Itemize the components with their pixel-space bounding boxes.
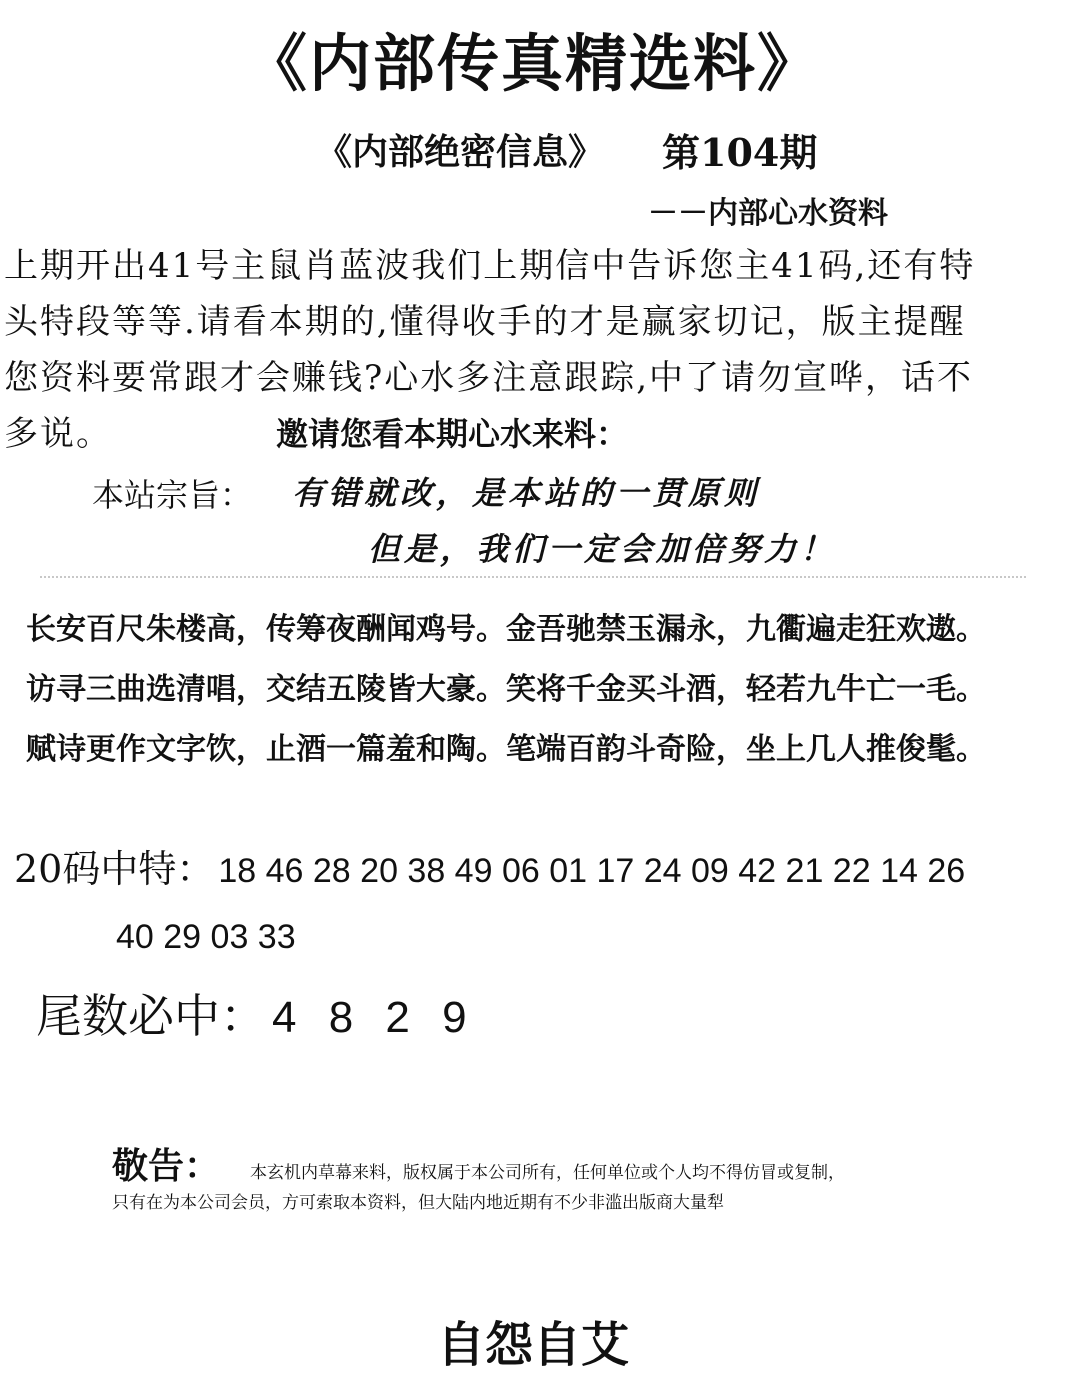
poem-line: 赋诗更作文字饮，止酒一篇羞和陶。笔端百韵斗奇险，坐上几人推俊髦。 [26,732,986,767]
issue-number: 第104期 [662,130,818,175]
invite-text: 邀请您看本期心水来料： [276,415,629,453]
subtitle: 《内部绝密信息》 [316,131,605,173]
motto-label: 本站宗旨： [92,476,253,514]
tail-row [36,980,467,1046]
tail-label: 尾数必中： [36,989,266,1043]
motto-line-1: 有错就改，是本站的一贯原则 [292,474,761,512]
intro-line: 多说。 [4,414,112,454]
tail-numbers: 4 8 2 9 [272,993,467,1042]
intro-line: 您资料要常跟才会赚钱?心水多注意跟踪,中了请勿宣哗，话不 [4,358,974,398]
notice-line-1: 本玄机内草幕来料，版权属于本公司所有，任何单位或个人均不得仿冒或复制， [250,1163,845,1183]
poem [26,600,986,780]
code20-numbers: 18 46 28 20 38 49 06 01 17 24 09 42 21 22 14 26 [218,852,966,890]
source-label: －－内部心水资料 [648,196,888,231]
footer-text: 自怨自艾 [436,1317,629,1373]
code20-label: 20码中特： [14,847,215,891]
poem-line: 长安百尺朱楼高，传筹夜酬闻鸡号。金吾驰禁玉漏永，九衢遍走狂欢遨。 [26,612,986,647]
intro-paragraph [4,238,1064,462]
poem-line: 访寻三曲选清唱，交结五陵皆大豪。笑将千金买斗酒，轻若九牛亡一毛。 [26,672,986,707]
motto-line-2: 但是，我们一定会加倍努力！ [368,530,837,568]
notice-line-2: 只有在为本公司会员，方可索取本资料，但大陆内地近期有不少非滥出版商大量犁 [112,1193,724,1213]
code20-numbers-continued: 40 29 03 33 [116,918,296,956]
divider [40,576,1026,578]
page-title: 《内部传真精选料》 [244,27,821,100]
intro-line: 头特段等等.请看本期的,懂得收手的才是赢家切记，版主提醒 [4,302,966,342]
code20-row [14,838,965,893]
intro-line: 上期开出41号主鼠肖蓝波我们上期信中告诉您主41码,还有特 [4,246,976,286]
notice-label: 敬告： [112,1145,221,1187]
